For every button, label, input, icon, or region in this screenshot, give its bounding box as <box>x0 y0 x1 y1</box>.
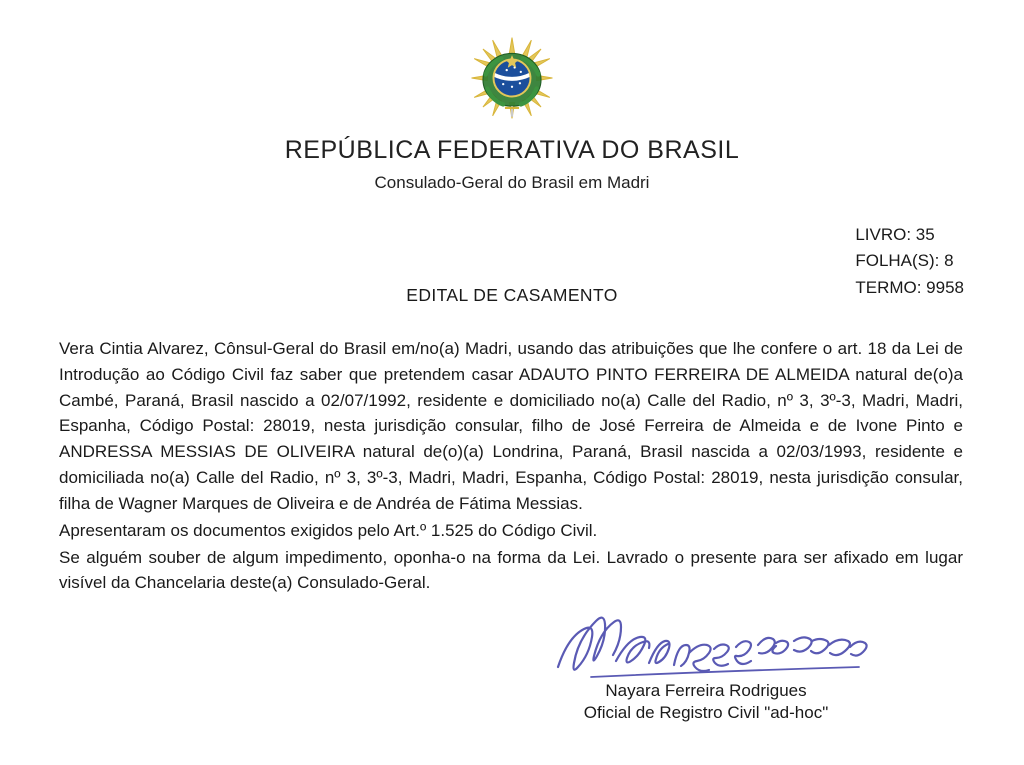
signatory-role: Oficial de Registro Civil "ad-hoc" <box>583 703 829 722</box>
registry-termo: TERMO: 9958 <box>855 277 964 297</box>
signatory-name: Nayara Ferreira Rodrigues <box>605 681 807 700</box>
body-paragraph-1: Vera Cintia Alvarez, Cônsul-Geral do Brasil em/no(a) Madri, usando das atribuições que lhe confere o art. 18 da Lei de Introdução ao Código Civil faz saber que pretendem casar ADAUTO PINTO FERREIRA DE ALMEIDA natural de(o)a Cambé, Paraná, Brasil nascido a 02/07/1992, residente e domiciliado no(a) Calle del Radio, nº 3, 3º-3, Madri, Madri, Espanha, Código Postal: 28019, nesta jurisdição consular, filho de José Ferreira de Almeida e de Ivone Pinto e ANDRESSA MESSIAS DE OLIVEIRA natural de(o)(a) Londrina, Paraná, Brasil nascida a 02/03/1993, residente e domiciliada no(a) Calle del Radio, nº 3, 3º-3, Madri, Madri, Espanha, Código Postal: 28019, nesta jurisdição consular, filha de Wagner Marques de Oliveira e de Andréa de Fátima Messias. <box>59 339 963 513</box>
registry-folhas: FOLHA(S): 8 <box>855 251 954 271</box>
edital-body <box>55 336 969 596</box>
brazil-coat-of-arms-icon <box>466 26 558 122</box>
crest-container <box>55 0 969 122</box>
consulate-subtitle: Consulado-Geral do Brasil em Madri <box>374 173 650 192</box>
body-paragraph-2: Apresentaram os documentos exigidos pelo Art.º 1.525 do Código Civil. <box>59 520 598 540</box>
signature-block <box>0 605 1024 723</box>
edital-title: EDITAL DE CASAMENTO <box>406 285 618 305</box>
page-title: REPÚBLICA FEDERATIVA DO BRASIL <box>284 136 740 164</box>
registry-livro: LIVRO: 35 <box>855 225 935 244</box>
body-paragraph-3: Se alguém souber de algum impedimento, oponha-o na forma da Lei. Lavrado o presente para ser afixado em lugar visível da Chancelaria deste(a) Consulado-Geral. <box>59 547 963 593</box>
handwritten-signature-icon <box>446 605 966 679</box>
registry-meta <box>855 222 964 301</box>
